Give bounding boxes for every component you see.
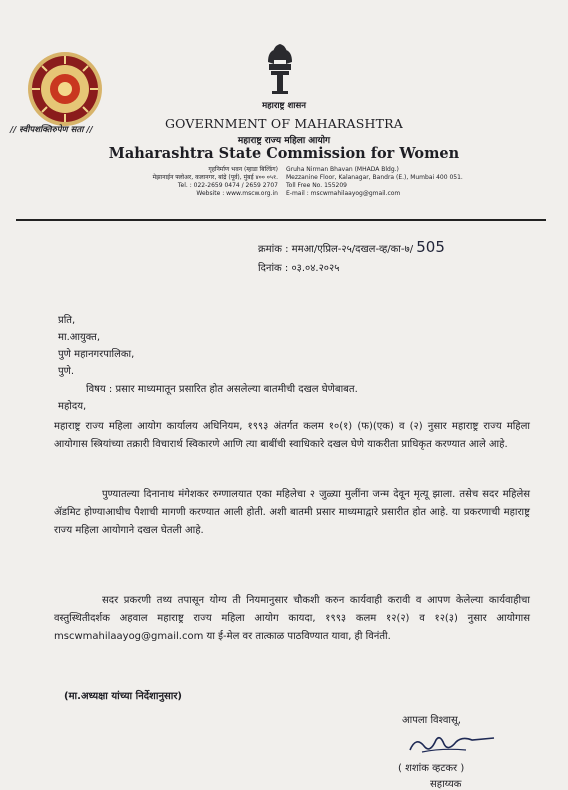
signature-image [402, 728, 502, 760]
closing-line: आपला विश्वासू, [402, 715, 461, 726]
commission-title-hindi: महाराष्ट्र राज्य महिला आयोग [237, 136, 331, 146]
government-title-english: GOVERNMENT OF MAHARASHTRA [164, 116, 403, 131]
letter-date: दिनांक : ०३.०४.२०२५ [258, 263, 340, 274]
instruction-note: (मा.अध्यक्षा यांच्या निर्देशानुसार) [64, 691, 183, 702]
address-line: Mezzanine Floor, Kalanagar, Bandra (E.), Mumbai 400 051. [286, 174, 463, 181]
address-block-english [286, 166, 561, 198]
body-paragraph-1: महाराष्ट्र राज्य महिला आयोग कार्यालय अधिनियम, १९९३ अंतर्गत कलम १०(१) (फ)(एक) व (२) नुसार महाराष्ट्र राज्य महिला आयोगास स्त्रियांच्या तक्रारी विचारार्थ स्विकारणे आणि त्या बाबींची स्वाधिकारे दखल घेणे याकरीता प्राधिकृत करण्यात आले आहे. [54, 421, 530, 450]
address-line: Website : www.mscw.org.in [196, 190, 278, 197]
address-block-hindi [128, 166, 278, 198]
recipient-line: पुणे महानगरपालिका, [58, 349, 135, 360]
address-line: Gruha Nirman Bhavan (MHADA Bldg.) [286, 166, 399, 173]
commission-title-english: Maharashtra State Commission for Women [108, 145, 460, 162]
government-title-hindi: महाराष्ट्र शासन [262, 101, 306, 111]
reference-handwritten-number: 505 [416, 238, 445, 256]
letter-subject: विषय : प्रसार माध्यमातून प्रसारित होत असलेल्या बातमीची दखल घेणेबाबत. [86, 384, 358, 395]
address-line: मेझानाईन फ्लोअर, कलानगर, बांद्रे (पूर्व), मुंबई ४०० ०५१. [152, 174, 278, 181]
commission-motto: // स्वीपशक्तिरुपेण सता // [10, 125, 93, 135]
recipient-line: पुणे. [58, 366, 75, 377]
header-divider [16, 219, 546, 221]
body-paragraph-2: पुण्यातल्या दिनानाथ मंगेशकर रुग्णालयात एका महिलेचा २ जुळ्या मुलींना जन्म देवून मृत्यू झाला. तसेच सदर महिलेस ॲडमिट होण्याआधीच पैशाची मागणी करण्यात आली होती. अशी बातमी प्रसार माध्यमाद्वारे प्रसारीत होत आहे. या प्रकरणाची महाराष्ट्र राज्य महिला आयोगाने दखल घेतली आहे. [54, 489, 530, 536]
address-line: Toll Free No. 155209 [286, 182, 347, 189]
body-paragraph-3: सदर प्रकरणी तथ्य तपासून योग्य ती नियमानुसार चौकशी करुन कार्यवाही करावी व आपण केलेल्या कार्यवाहीचा वस्तुस्थितीदर्शक अहवाल महाराष्ट्र राज्य महिला आयोग कायदा, १९९३ कलम १२(२) व १२(३) नुसार आयोगास mscwmahilaayog@gmail.com या ई-मेल वर तात्काळ पाठविण्यात यावा, ही विनंती. [54, 595, 530, 642]
signatory-name: ( शशांक व्हटकर ) [398, 763, 465, 774]
address-line: Tel. : 022-2659 0474 / 2659 2707 [177, 182, 278, 189]
recipient-line: मा.आयुक्त, [58, 332, 101, 343]
address-line: गृहनिर्माण भवन (म्हाडा बिल्डिंग) [208, 166, 278, 173]
signatory-designation: सहाय्यक [430, 779, 462, 790]
address-line: E-mail : mscwmahilaayog@gmail.com [286, 190, 401, 197]
salutation: महोदय, [58, 401, 87, 412]
reference-number [258, 238, 445, 256]
national-emblem-logo [262, 38, 298, 98]
reference-label: क्रमांक : ममआ/एप्रिल-२५/दखल-व्ह/का-७/ [258, 244, 414, 255]
recipient-line: प्रति, [58, 315, 76, 326]
